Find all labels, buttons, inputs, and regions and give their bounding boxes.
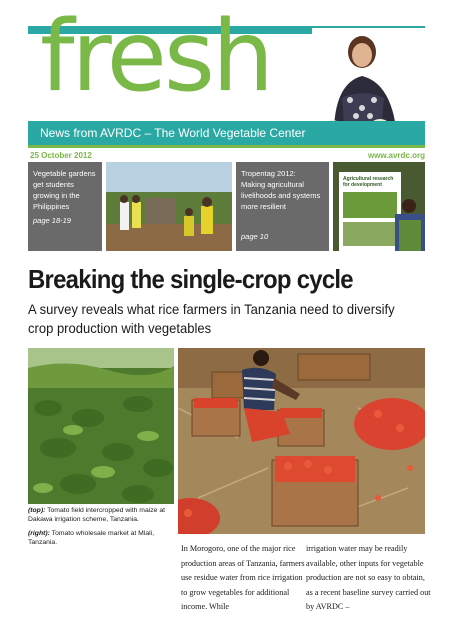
body-column-2: irrigation water may be readily available, other inputs for vegetable production are not so easy to obtain, as a recent baseline survey carried out by AVRDC – [306, 544, 431, 611]
article-headline: Breaking the single-crop cycle [28, 264, 353, 294]
masthead-rule [28, 145, 425, 148]
body-column-1: In Morogoro, one of the major rice production areas of Tanzania, farmers use residue water from rice irrigation to grow vegetables for additional income. While [181, 544, 305, 611]
caption-text: Tomato field intercropped with maize at Dakawa irrigation scheme, Tanzania. [28, 507, 165, 523]
photo-caption-right [28, 530, 173, 547]
article-subhead: A survey reveals what rice farmers in Tanzania need to diversify crop production with vegetables [28, 301, 395, 336]
teaser-title: Vegetable gardens get students growing in the Philippines [33, 169, 96, 211]
caption-text: Tomato wholesale market at Mlali, Tanzania. [28, 530, 155, 546]
caption-label: (right): [28, 530, 50, 537]
teaser-box-tropentag[interactable] [236, 162, 329, 251]
tomato-field-photo [28, 348, 174, 504]
website-link[interactable]: www.avrdc.org [367, 151, 425, 160]
teaser-title: Tropentag 2012: Making agricultural livelihoods and systems more resilient [241, 169, 321, 211]
teaser-page: page 10 [241, 232, 269, 241]
teaser-page: page 18-19 [33, 216, 71, 225]
photo-caption-top [28, 507, 173, 524]
tagline: News from AVRDC – The World Vegetable Center [40, 126, 306, 140]
masthead-logo: fresh [40, 0, 272, 114]
caption-label: (top): [28, 507, 46, 514]
poster-presentation-photo [333, 162, 425, 251]
teaser-box-gardens[interactable] [28, 162, 102, 251]
issue-date: 25 October 2012 [30, 151, 92, 160]
garden-students-photo [106, 162, 232, 251]
poster-title: Agricultural research for development [343, 176, 394, 188]
tomato-market-photo [178, 348, 425, 534]
